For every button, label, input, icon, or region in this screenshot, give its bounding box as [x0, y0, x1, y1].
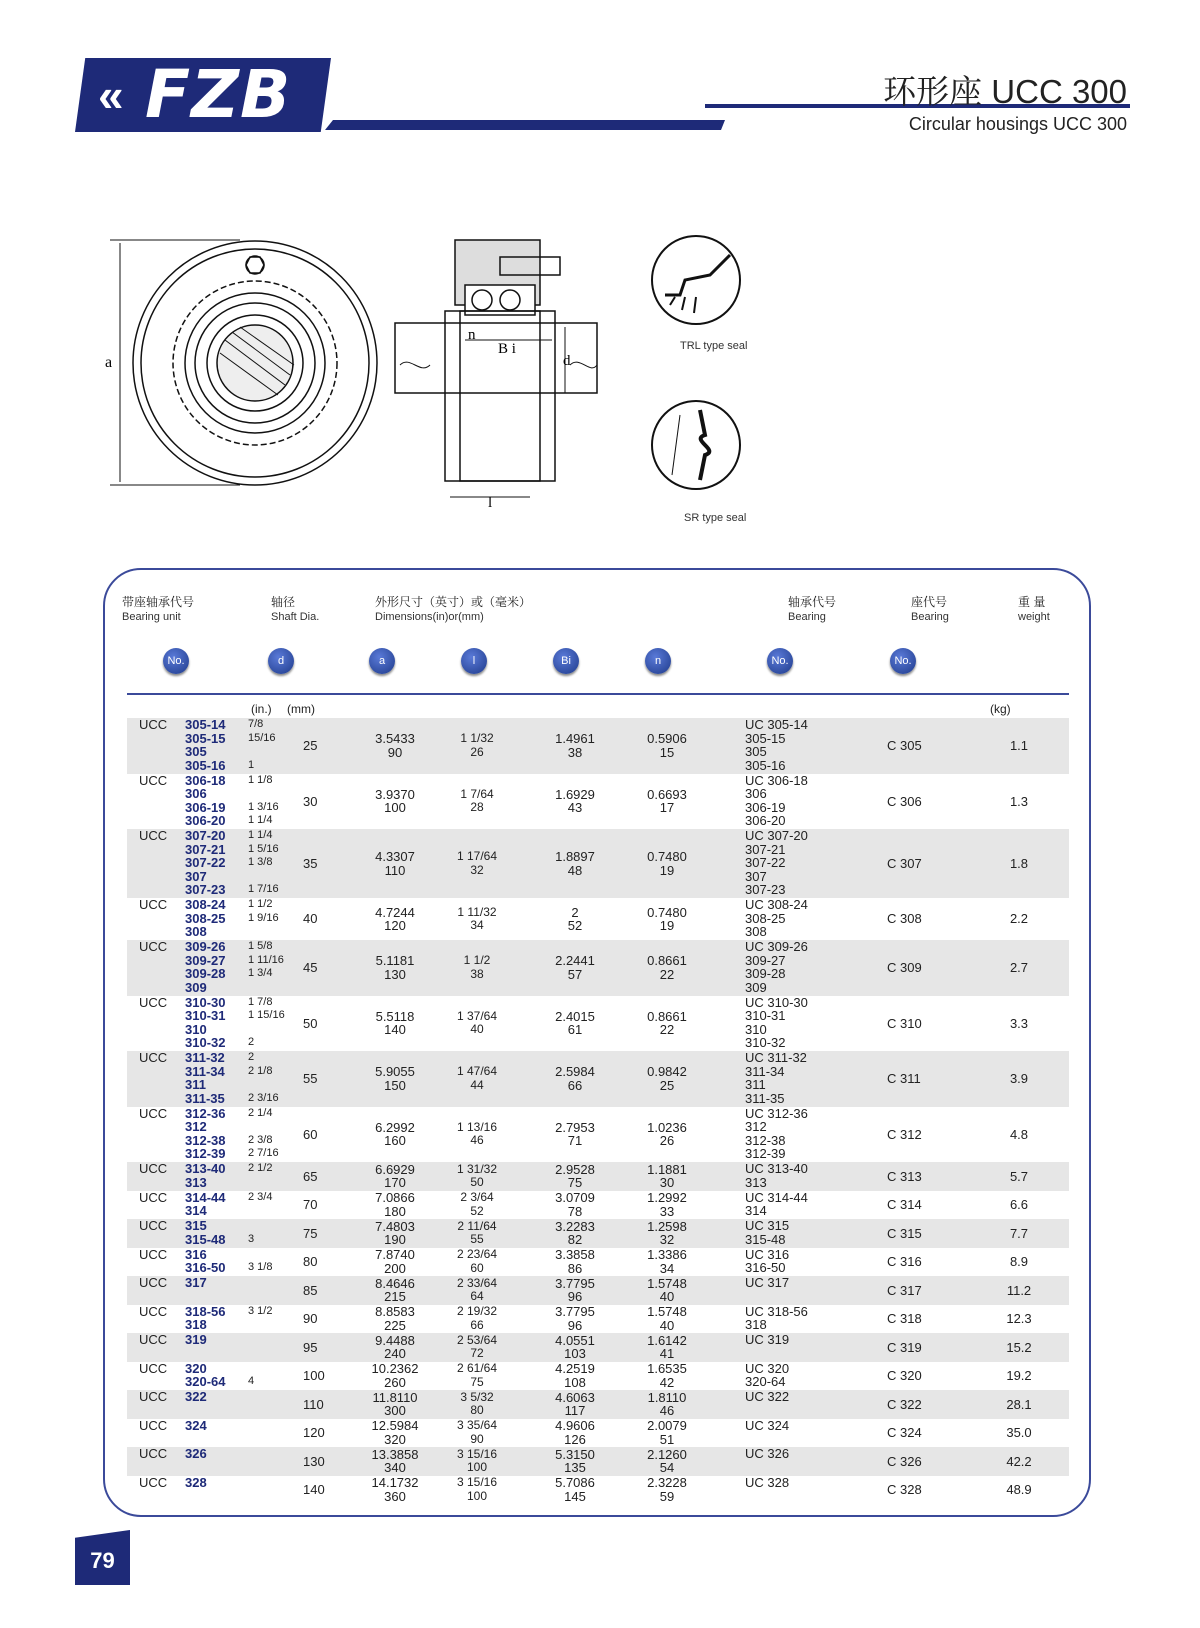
spec-table: [103, 568, 1091, 1517]
weight-value: 3.9: [1009, 1071, 1029, 1086]
row-prefix: UCC: [139, 1161, 168, 1176]
shaft-inch: 2 2 1/8 2 3/16: [248, 1051, 279, 1104]
bearing-unit-codes: 318-56 318: [185, 1303, 226, 1332]
weight-value: 15.2: [1006, 1339, 1032, 1355]
row-prefix: UCC: [139, 828, 168, 843]
table-row: [127, 940, 1069, 996]
row-prefix: UCC: [139, 1389, 168, 1404]
dim-bi-value: 3.3858 86: [555, 1247, 595, 1276]
dim-n-value: 2.0079 51: [647, 1418, 687, 1447]
table-row: [127, 718, 1069, 774]
bearing-unit-codes: 315 315-48: [185, 1218, 226, 1247]
seat-code: C 324: [887, 1425, 922, 1440]
seat-code: C 315: [887, 1225, 922, 1241]
weight-value: 1.8: [1009, 855, 1029, 871]
shaft-inch: 1 7/8 1 15/16 2: [248, 995, 285, 1048]
table-row: [127, 829, 1069, 898]
table-row: [127, 1051, 1069, 1107]
row-prefix: UCC: [139, 1417, 168, 1433]
table-row: [127, 1191, 1069, 1220]
hdr-shaft: 轴径 Shaft Dia.: [271, 595, 320, 623]
unit-inch: (in.): [251, 702, 272, 716]
table-row: [127, 1390, 1069, 1419]
weight-value: 2.2: [1009, 911, 1029, 927]
dim-a-value: 4.3307 110: [375, 849, 415, 878]
dim-a-value: 11.8110 300: [372, 1389, 418, 1419]
table-row: [127, 1219, 1069, 1248]
seat-code: C 326: [887, 1453, 922, 1469]
shaft-inch: 2 1/4 2 3/8 2 7/16: [248, 1106, 279, 1159]
unit-kg: (kg): [990, 702, 1011, 716]
front-view: [110, 240, 377, 485]
dim-a-value: 4.7244 120: [375, 904, 415, 933]
bearing-unit-codes: 309-26 309-27 309-28 309: [185, 939, 226, 995]
dim-n-value: 1.3386 34: [647, 1247, 687, 1276]
seat-code: C 307: [887, 855, 922, 871]
seat-code: C 320: [887, 1368, 922, 1383]
bearing-code: UC 306-18 306 306-19 306-20: [745, 772, 808, 828]
dim-l-value: 2 53/64 72: [456, 1332, 498, 1361]
dim-a-value: 3.5433 90: [375, 731, 415, 760]
dim-n-value: 2.1260 54: [647, 1446, 687, 1476]
dim-bi-label: B i: [498, 341, 516, 357]
bearing-code: UC 315 315-48: [745, 1218, 790, 1247]
dim-l-value: 1 31/32 50: [456, 1161, 498, 1190]
bearing-unit-codes: 312-36 312 312-38 312-39: [185, 1105, 226, 1161]
pill-a: a: [369, 648, 395, 674]
shaft-inch: 2 3/4: [248, 1190, 273, 1203]
dim-a-value: 12.5984 320: [371, 1418, 419, 1447]
weight-value: 42.2: [1006, 1453, 1032, 1469]
dim-n-value: 1.2598 32: [647, 1218, 687, 1248]
dim-n-value: 1.8110 46: [647, 1389, 687, 1419]
table-row: [127, 996, 1069, 1052]
dim-a-value: 14.1732 360: [371, 1475, 419, 1504]
bearing-code: UC 314-44 314: [745, 1189, 808, 1218]
shaft-inch: 1 1/8 1 3/16 1 1/4: [248, 773, 279, 826]
dim-a-value: 7.4803 190: [375, 1218, 415, 1248]
dim-a-value: 7.8740 200: [375, 1247, 415, 1276]
row-prefix: UCC: [139, 1474, 168, 1490]
trl-seal-detail: [652, 236, 740, 324]
dim-bi-value: 2 52: [567, 904, 583, 933]
hdr-dims: 外形尺寸（英寸）或（毫米） Dimensions(in)or(mm): [375, 595, 532, 623]
dim-n-value: 2.3228 59: [647, 1475, 687, 1504]
bearing-unit-codes: 311-32 311-34 311 311-35: [185, 1050, 225, 1106]
dim-bi-value: 4.9606 126: [555, 1418, 595, 1447]
sr-seal-detail: [652, 401, 740, 489]
pill-n: n: [645, 648, 671, 674]
dim-a-value: 13.3858 340: [371, 1446, 419, 1476]
seat-code: C 311: [887, 1071, 921, 1086]
hdr-weight: 重 量 weight: [1018, 595, 1050, 623]
dim-n-value: 1.6142 41: [647, 1332, 687, 1362]
bearing-code: UC 324: [745, 1417, 790, 1433]
dim-bi-value: 1.6929 43: [555, 786, 595, 816]
bearing-code: UC 316 316-50: [745, 1246, 790, 1275]
dim-l-value: 2 61/64 75: [456, 1361, 498, 1389]
bearing-unit-codes: 328: [185, 1474, 207, 1490]
dim-n-value: 0.6693 17: [647, 786, 687, 816]
bearing-code: UC 328: [745, 1474, 790, 1490]
seat-code: C 316: [887, 1254, 922, 1269]
dim-a-value: 7.0866 180: [375, 1190, 415, 1219]
shaft-inch: 7/8 15/16 1: [248, 718, 276, 771]
unit-mm: (mm): [287, 702, 315, 716]
dim-l-value: 2 23/64 60: [456, 1247, 498, 1275]
dim-l-value: 1 47/64 44: [456, 1064, 498, 1092]
shaft-mm: 110: [303, 1396, 324, 1412]
bearing-code: UC 305-14 305-15 305 305-16: [745, 717, 808, 773]
weight-value: 12.3: [1006, 1311, 1032, 1326]
dim-d-label: d: [563, 353, 571, 369]
seat-code: C 305: [887, 738, 922, 753]
dim-l-value: 2 11/64 55: [457, 1218, 497, 1247]
table-row: [127, 1447, 1069, 1476]
dim-n-value: 1.0236 26: [647, 1119, 687, 1149]
shaft-inch: 3 1/2: [248, 1304, 273, 1317]
dim-l-label: l: [488, 495, 493, 511]
shaft-mm: 35: [303, 855, 318, 871]
weight-value: 1.3: [1009, 793, 1029, 809]
header-band: [325, 120, 725, 130]
bearing-code: UC 318-56 318: [745, 1303, 808, 1332]
seat-code: C 322: [887, 1396, 922, 1412]
shaft-inch: 3 1/8: [248, 1261, 273, 1273]
bearing-unit-codes: 326: [185, 1446, 207, 1461]
dim-bi-value: 2.4015 61: [555, 1008, 595, 1038]
shaft-mm: 95: [303, 1339, 318, 1355]
row-prefix: UCC: [139, 1303, 168, 1319]
dim-a-value: 3.9370 100: [375, 786, 415, 816]
hdr-bearing: 轴承代号 Bearing: [788, 595, 837, 623]
dim-l-value: 3 35/64 90: [456, 1418, 498, 1446]
weight-value: 35.0: [1006, 1425, 1032, 1440]
shaft-inch: 2 1/2: [248, 1162, 273, 1174]
dim-bi-value: 1.8897 48: [555, 849, 595, 878]
dim-l-value: 2 33/64 64: [456, 1275, 498, 1304]
row-prefix: UCC: [139, 1246, 168, 1262]
weight-value: 5.7: [1009, 1168, 1029, 1184]
shaft-inch: 4: [248, 1375, 255, 1387]
dim-n-value: 0.8661 22: [647, 1008, 687, 1038]
dim-n-value: 1.1881 30: [647, 1161, 687, 1191]
weight-value: 3.3: [1009, 1015, 1029, 1031]
weight-value: 19.2: [1006, 1368, 1032, 1383]
dim-l-value: 1 37/64 40: [456, 1008, 498, 1037]
bearing-code: UC 320 320-64: [745, 1360, 790, 1389]
shaft-inch: 3: [248, 1232, 255, 1245]
dim-bi-value: 5.7086 145: [555, 1475, 595, 1504]
page-title-en: Circular housings UCC 300: [908, 114, 1127, 134]
shaft-mm: 120: [303, 1425, 325, 1440]
shaft-mm: 130: [303, 1453, 325, 1469]
seat-code: C 308: [887, 911, 922, 927]
row-prefix: UCC: [139, 1360, 168, 1376]
page-number: 79: [90, 1548, 115, 1573]
seat-code: C 312: [887, 1126, 922, 1142]
pill-bearing-no: No.: [767, 648, 793, 674]
dim-l-value: 2 19/32 66: [456, 1304, 498, 1332]
table-row: [127, 898, 1069, 940]
bearing-code: UC 319: [745, 1332, 790, 1347]
dim-n-value: 1.6535 42: [647, 1361, 687, 1390]
table-row: [127, 1362, 1069, 1391]
dim-n-value: 0.8661 22: [647, 953, 687, 982]
seat-code: C 309: [887, 960, 922, 975]
seat-code: C 314: [887, 1197, 922, 1212]
trl-seal-label: TRL type seal: [680, 340, 748, 352]
pill-no: No.: [163, 648, 189, 674]
dim-bi-value: 3.7795 96: [555, 1275, 595, 1305]
bearing-unit-codes: 308-24 308-25 308: [185, 897, 226, 939]
dim-a-label: a: [105, 354, 113, 371]
bearing-unit-codes: 307-20 307-21 307-22 307 307-23: [185, 828, 226, 897]
shaft-inch: 1 1/2 1 9/16: [248, 898, 279, 924]
dim-a-value: 5.9055 150: [375, 1064, 415, 1093]
weight-value: 6.6: [1009, 1197, 1029, 1212]
weight-value: 28.1: [1006, 1396, 1032, 1412]
pill-bi: Bi: [553, 648, 579, 674]
shaft-mm: 140: [303, 1482, 325, 1497]
dim-n-value: 1.5748 40: [647, 1304, 687, 1333]
bearing-code: UC 310-30 310-31 310 310-32: [745, 994, 808, 1050]
bearing-code: UC 317: [745, 1275, 790, 1290]
pill-seat-no: No.: [890, 648, 916, 674]
bearing-code: UC 312-36 312 312-38 312-39: [745, 1105, 808, 1161]
shaft-mm: 75: [303, 1225, 318, 1241]
shaft-mm: 80: [303, 1254, 318, 1269]
dim-a-value: 5.5118 140: [375, 1008, 415, 1038]
row-prefix: UCC: [139, 717, 168, 732]
dim-n-value: 1.5748 40: [647, 1275, 687, 1305]
dim-bi-value: 5.3150 135: [555, 1446, 595, 1476]
weight-value: 48.9: [1006, 1482, 1032, 1497]
table-row: [127, 1162, 1069, 1191]
dim-n-value: 0.7480 19: [647, 849, 687, 878]
shaft-mm: 100: [303, 1368, 325, 1383]
shaft-mm: 70: [303, 1197, 318, 1212]
dim-l-value: 1 17/64 32: [456, 849, 498, 877]
seat-code: C 306: [887, 793, 922, 809]
dim-bi-value: 2.2441 57: [555, 953, 595, 982]
seat-code: C 310: [887, 1015, 922, 1031]
row-prefix: UCC: [139, 1050, 168, 1065]
bearing-code: UC 307-20 307-21 307-22 307 307-23: [745, 828, 808, 897]
dim-bi-value: 2.7953 71: [555, 1119, 595, 1149]
seat-code: C 328: [887, 1482, 922, 1497]
bearing-unit-codes: 316 316-50: [185, 1246, 226, 1275]
weight-value: 4.8: [1009, 1126, 1029, 1142]
seat-code: C 317: [887, 1282, 922, 1298]
logo-arrows-icon: «: [98, 69, 124, 121]
pill-d: d: [268, 648, 294, 674]
page-title-cn: 环形座 UCC 300: [883, 73, 1127, 110]
dim-bi-value: 2.9528 75: [555, 1161, 595, 1191]
dim-l-value: 3 5/32 80: [460, 1389, 494, 1418]
shaft-mm: 40: [303, 911, 318, 927]
dim-n-label: n: [468, 327, 476, 343]
weight-value: 11.2: [1006, 1282, 1032, 1298]
row-prefix: UCC: [139, 1275, 168, 1290]
table-row: [127, 1476, 1069, 1505]
dim-bi-value: 3.0709 78: [555, 1190, 595, 1219]
bearing-code: UC 311-32 311-34 311 311-35: [745, 1050, 807, 1106]
bearing-code: UC 308-24 308-25 308: [745, 897, 808, 939]
dim-bi-value: 4.6063 117: [555, 1389, 595, 1419]
shaft-mm: 90: [303, 1311, 318, 1326]
dim-l-value: 1 13/16 46: [456, 1119, 498, 1148]
dim-bi-value: 3.7795 96: [555, 1304, 595, 1333]
seat-code: C 319: [887, 1339, 922, 1355]
table-row: [127, 1248, 1069, 1277]
weight-value: 8.9: [1009, 1254, 1029, 1269]
dim-l-value: 1 1/2 38: [463, 953, 491, 981]
hdr-bearing-unit: 带座轴承代号 Bearing unit: [122, 595, 195, 623]
seat-code: C 313: [887, 1168, 922, 1184]
shaft-mm: 25: [303, 738, 318, 753]
dim-n-value: 0.7480 19: [647, 904, 687, 933]
bearing-unit-codes: 314-44 314: [185, 1189, 226, 1218]
shaft-inch: 1 1/4 1 5/16 1 3/8 1 7/16: [248, 829, 279, 895]
shaft-mm: 50: [303, 1015, 318, 1031]
seat-code: C 318: [887, 1311, 922, 1326]
table-row: [127, 1305, 1069, 1334]
row-prefix: UCC: [139, 772, 168, 788]
dim-a-value: 5.1181 130: [375, 953, 415, 982]
row-prefix: UCC: [139, 994, 168, 1010]
dim-bi-value: 1.4961 38: [555, 731, 595, 760]
dim-l-value: 3 15/16 100: [456, 1446, 498, 1475]
shaft-mm: 85: [303, 1282, 318, 1298]
bearing-code: UC 309-26 309-27 309-28 309: [745, 939, 808, 995]
sr-seal-label: SR type seal: [684, 512, 747, 524]
bearing-unit-codes: 317: [185, 1275, 207, 1290]
hdr-seat: 座代号 Bearing: [911, 595, 949, 623]
row-prefix: UCC: [139, 1446, 168, 1461]
bearing-code: UC 313-40 313: [745, 1161, 808, 1190]
housing-drawing: [100, 235, 780, 535]
shaft-mm: 60: [303, 1126, 318, 1142]
dim-l-value: 1 11/32 34: [457, 904, 497, 932]
bearing-unit-codes: 306-18 306 306-19 306-20: [185, 772, 226, 828]
row-prefix: UCC: [139, 1189, 168, 1205]
dim-a-value: 8.4646 215: [375, 1275, 415, 1305]
dim-n-value: 0.5906 15: [647, 731, 687, 760]
bearing-code: UC 322: [745, 1389, 790, 1404]
dim-bi-value: 2.5984 66: [555, 1064, 595, 1093]
dim-bi-value: 3.2283 82: [555, 1218, 595, 1248]
dim-a-value: 6.2992 160: [375, 1119, 415, 1149]
bearing-unit-codes: 319: [185, 1332, 207, 1347]
dim-n-value: 1.2992 33: [647, 1190, 687, 1219]
shaft-mm: 30: [303, 793, 318, 809]
weight-value: 1.1: [1009, 738, 1029, 753]
table-row: [127, 1333, 1069, 1362]
row-prefix: UCC: [139, 897, 168, 912]
bearing-code: UC 326: [745, 1446, 790, 1461]
bearing-unit-codes: 305-14 305-15 305 305-16: [185, 717, 226, 773]
shaft-mm: 55: [303, 1071, 318, 1086]
pill-l: l: [461, 648, 487, 674]
shaft-inch: 1 5/8 1 11/16 1 3/4: [248, 940, 284, 979]
dim-a-value: 6.6929 170: [375, 1161, 415, 1191]
dim-l-value: 2 3/64 52: [460, 1190, 494, 1218]
row-prefix: UCC: [139, 1332, 168, 1347]
row-prefix: UCC: [139, 1105, 168, 1121]
dim-a-value: 10.2362 260: [371, 1361, 419, 1390]
weight-value: 2.7: [1009, 960, 1029, 975]
row-prefix: UCC: [139, 1218, 168, 1233]
dim-a-value: 9.4488 240: [375, 1332, 415, 1362]
brand-logo: FZB: [145, 56, 292, 133]
table-row: [127, 1419, 1069, 1448]
dim-bi-value: 4.0551 103: [555, 1332, 595, 1362]
row-prefix: UCC: [139, 939, 168, 954]
shaft-mm: 45: [303, 960, 318, 975]
table-row: [127, 774, 1069, 830]
dim-l-value: 1 1/32 26: [460, 731, 494, 759]
dim-bi-value: 4.2519 108: [555, 1361, 595, 1390]
dim-a-value: 8.8583 225: [375, 1304, 415, 1333]
dim-n-value: 0.9842 25: [647, 1064, 687, 1093]
header-divider: [127, 693, 1069, 695]
bearing-unit-codes: 310-30 310-31 310 310-32: [185, 994, 226, 1050]
shaft-mm: 65: [303, 1168, 318, 1184]
bearing-unit-codes: 322: [185, 1389, 207, 1404]
bearing-unit-codes: 320 320-64: [185, 1360, 226, 1389]
table-row: [127, 1276, 1069, 1305]
bearing-unit-codes: 313-40 313: [185, 1161, 226, 1190]
dim-l-value: 3 15/16 100: [456, 1475, 498, 1503]
table-row: [127, 1107, 1069, 1163]
dim-l-value: 1 7/64 28: [460, 786, 494, 815]
weight-value: 7.7: [1009, 1225, 1029, 1241]
bearing-unit-codes: 324: [185, 1417, 207, 1433]
